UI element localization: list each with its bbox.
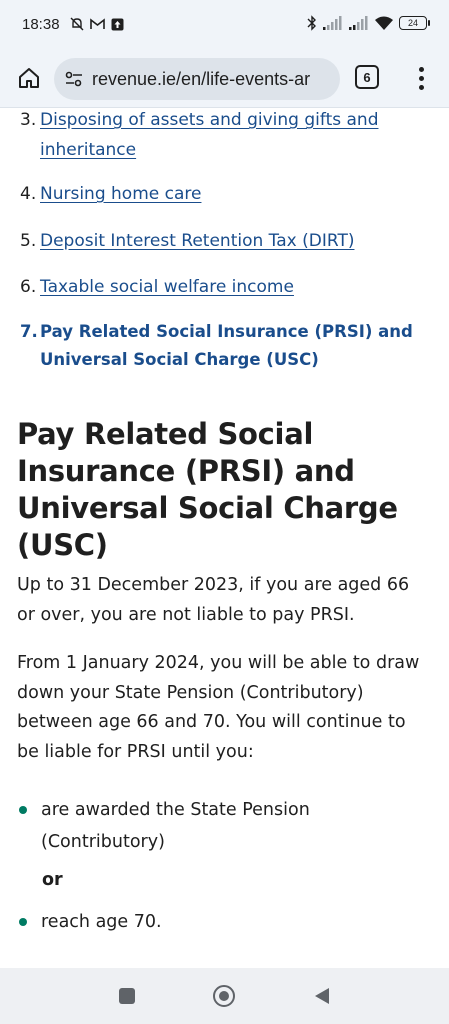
toc-link-disposing-assets-cont[interactable]: inheritance	[40, 140, 137, 160]
browser-toolbar	[0, 52, 449, 108]
address-bar[interactable]	[54, 58, 340, 100]
mute-icon	[70, 17, 84, 31]
system-icons	[307, 15, 427, 31]
paragraph-prsi-2024: From 1 January 2024, you will be able to draw down your State Pension (Contributory) between age 66 and 70. You will continue to be liable for PRSI until you:	[17, 653, 420, 762]
home-button[interactable]	[14, 63, 44, 93]
toc-link-social-welfare[interactable]: Taxable social welfare income	[40, 277, 294, 297]
signal-icon	[323, 16, 343, 30]
url-text: revenue.ie/en/life-events-ar	[92, 68, 311, 89]
toc-link-disposing-assets[interactable]: Disposing of assets and giving gifts and	[40, 110, 379, 130]
toc-item-5: 5. Deposit Interest Retention Tax (DIRT)	[20, 231, 355, 251]
menu-dot-icon	[419, 76, 424, 81]
bullet-icon	[19, 806, 27, 814]
menu-dot-icon	[419, 85, 424, 90]
wifi-icon	[375, 16, 393, 30]
bullet-icon	[19, 918, 27, 926]
back-button[interactable]	[313, 986, 331, 1006]
battery-icon: 24	[399, 16, 427, 30]
toc-item-3: 3. Disposing of assets and giving gifts and inheritance	[20, 110, 379, 160]
page-content	[0, 108, 449, 968]
toc-link-dirt[interactable]: Deposit Interest Retention Tax (DIRT)	[40, 231, 355, 251]
paragraph-prsi-2023: Up to 31 December 2023, if you are aged 66 or over, you are not liable to pay PRSI.	[17, 575, 410, 625]
notification-icons	[70, 17, 124, 31]
status-time: 18:38	[22, 16, 60, 33]
toc-item-7-current: 7. Pay Related Social Insurance (PRSI) and Universal Social Charge (USC)	[20, 322, 413, 369]
bluetooth-icon	[307, 15, 317, 31]
or-separator: or	[42, 870, 63, 890]
upload-icon	[111, 18, 124, 31]
toc-item-6: 6. Taxable social welfare income	[20, 277, 294, 297]
gmail-icon	[90, 18, 105, 30]
recents-button[interactable]	[119, 988, 135, 1004]
signal-icon	[349, 16, 369, 30]
home-icon	[17, 66, 41, 90]
site-settings-icon[interactable]	[64, 69, 84, 89]
page-title: Pay Related Social Insurance (PRSI) and Universal Social Charge (USC)	[17, 417, 398, 562]
list-item: are awarded the State Pension (Contributory)	[17, 794, 437, 858]
toc-link-nursing-home[interactable]: Nursing home care	[40, 184, 202, 204]
more-menu-button[interactable]	[408, 64, 434, 92]
tab-switcher-button[interactable]: 6	[355, 65, 379, 89]
menu-dot-icon	[419, 67, 424, 72]
home-nav-button[interactable]	[213, 985, 235, 1007]
status-bar	[0, 0, 449, 52]
system-navigation-bar	[0, 968, 449, 1024]
home-dot-icon	[219, 991, 229, 1001]
list-item: reach age 70.	[17, 906, 437, 938]
toc-item-4: 4. Nursing home care	[20, 184, 202, 204]
